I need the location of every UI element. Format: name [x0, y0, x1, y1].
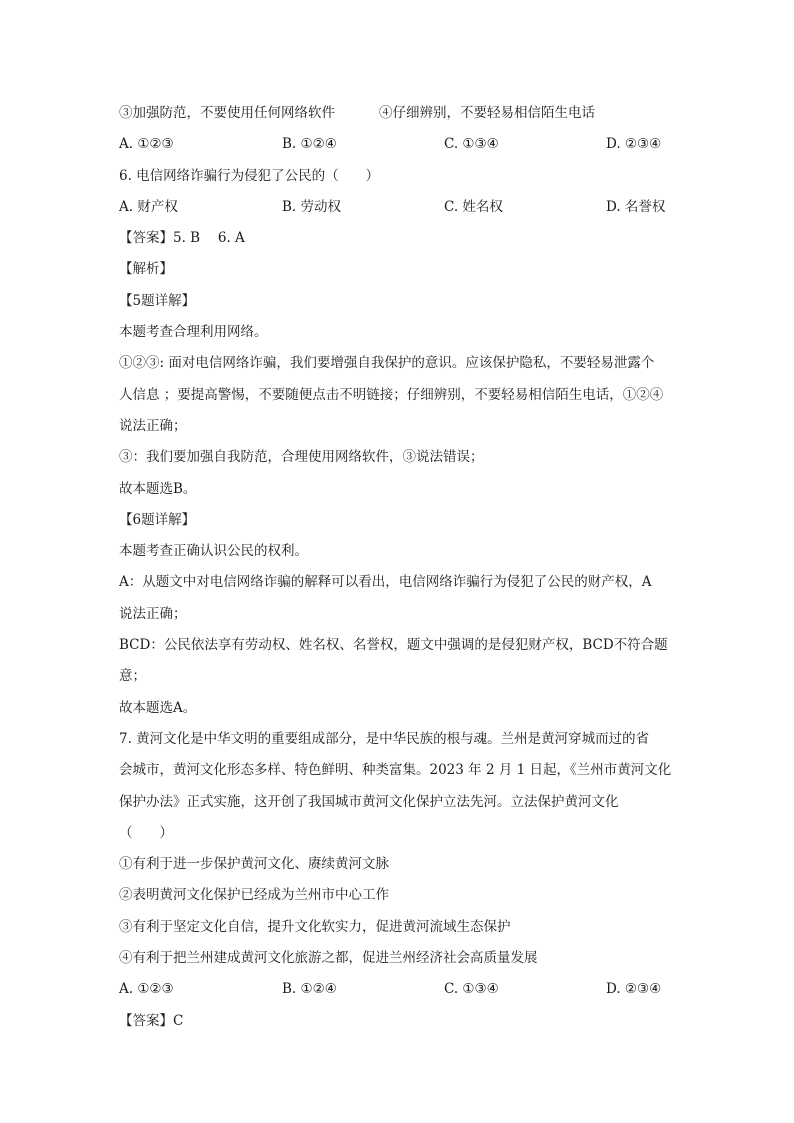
- q7-option-d: D. ②③④: [606, 981, 662, 998]
- q5-detail-line: ③：我们要加强自我防范，合理使用网络软件，③说法错误；: [119, 449, 484, 466]
- q5-detail-line: 故本题选B。: [119, 480, 197, 497]
- q6-detail-line: A：从题文中对电信网络诈骗的解释可以看出，电信网络诈骗行为侵犯了公民的财产权，A: [119, 574, 652, 591]
- q5-detail-line: 说法正确；: [119, 417, 187, 434]
- q7-options: [119, 977, 679, 1008]
- q5-detail-line: 本题考查合理利用网络。: [119, 324, 268, 341]
- q6-detail-heading: 【6题详解】: [119, 511, 196, 528]
- q5-option-d: D. ②③④: [606, 136, 662, 153]
- q5-option-a: A. ①②③: [119, 136, 174, 153]
- q5-statement-3: ③加强防范，不要使用任何网络软件: [119, 105, 335, 121]
- answer-5-6: 【答案】5. B 6. A: [119, 230, 245, 247]
- q6-detail-line: 本题考查正确认识公民的权利。: [119, 543, 308, 560]
- q5-options: [119, 132, 679, 163]
- q6-option-a: A. 财产权: [119, 198, 178, 215]
- q7-stem-line: 7. 黄河文化是中华文明的重要组成部分，是中华民族的根与魂。兰州是黄河穿城而过的省: [119, 730, 650, 747]
- q5-detail-line: 人信息 ；要提高警惕，不要随便点击不明链接；仔细辨别，不要轻易相信陌生电话，①②④: [119, 386, 664, 403]
- q6-option-d: D. 名誉权: [606, 198, 666, 215]
- q5-statements-row: [119, 101, 679, 132]
- q7-stem-line: 会城市，黄河文化形态多样、特色鲜明、种类富集。2023 年 2 月 1 日起，《兰州市黄河文化: [119, 762, 672, 779]
- q7-option-b: B. ①②④: [282, 981, 337, 998]
- q7-statement-4: ④有利于把兰州建成黄河文化旅游之都，促进兰州经济社会高质量发展: [119, 950, 538, 967]
- q6-option-b: B. 劳动权: [282, 198, 342, 215]
- q6-detail-line: 意；: [119, 668, 146, 685]
- q5-option-c: C. ①③④: [444, 136, 499, 153]
- q7-option-c: C. ①③④: [444, 981, 499, 998]
- q6-option-c: C. 姓名权: [444, 198, 503, 215]
- q5-detail-heading: 【5题详解】: [119, 292, 196, 309]
- q7-answer: 【答案】C: [119, 1012, 184, 1029]
- q6-options: [119, 195, 679, 226]
- q7-stem-line: 保护办法》正式实施，这开创了我国城市黄河文化保护立法先河。立法保护黄河文化: [119, 793, 619, 810]
- q6-detail-line: BCD：公民依法享有劳动权、姓名权、名誉权，题文中强调的是侵犯财产权，BCD不符合题: [119, 637, 668, 654]
- q7-statement-3: ③有利于坚定文化自信，提升文化软实力，促进黄河流域生态保护: [119, 918, 511, 935]
- q7-statement-2: ②表明黄河文化保护已经成为兰州市中心工作: [119, 887, 389, 904]
- q7-option-a: A. ①②③: [119, 981, 174, 998]
- q6-stem: 6. 电信网络诈骗行为侵犯了公民的（ ）: [119, 167, 380, 184]
- exam-content: [119, 101, 679, 1040]
- q5-option-b: B. ①②④: [282, 136, 337, 153]
- q5-statement-4: ④仔细辨别，不要轻易相信陌生电话: [379, 105, 595, 121]
- q5-detail-line: ①②③: 面对电信网络诈骗，我们要增强自我保护的意识。应该保护隐私，不要轻易泄露个: [119, 355, 655, 372]
- q7-statement-1: ①有利于进一步保护黄河文化、赓续黄河文脉: [119, 856, 389, 873]
- analysis-label: 【解析】: [119, 261, 173, 278]
- q7-stem-line: （ ）: [119, 824, 173, 841]
- q6-detail-line: 故本题选A。: [119, 699, 197, 716]
- q6-detail-line: 说法正确；: [119, 605, 187, 622]
